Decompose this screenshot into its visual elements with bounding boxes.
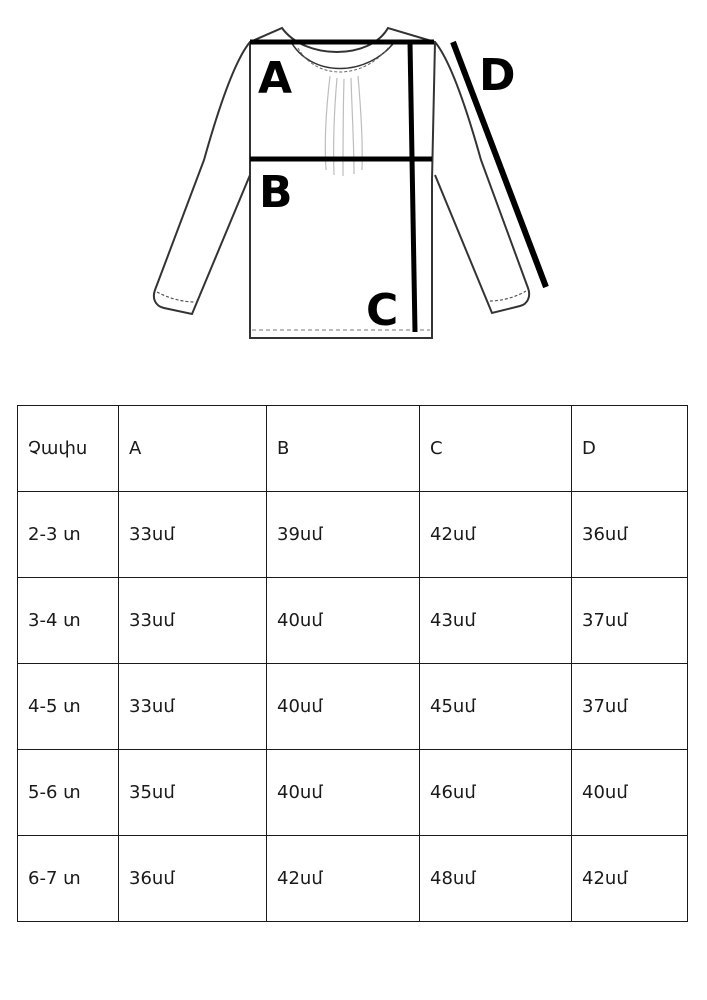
cell-b: 42սմ (267, 836, 420, 922)
cell-d: 40սմ (572, 750, 688, 836)
header-d: D (572, 406, 688, 492)
cell-b: 40սմ (267, 578, 420, 664)
label-c: C (366, 285, 399, 336)
label-a: A (258, 53, 293, 104)
garment-diagram (140, 20, 560, 350)
cell-d: 37սմ (572, 664, 688, 750)
cell-size: 3-4 տ (18, 578, 119, 664)
table-row (18, 578, 688, 664)
label-b: B (259, 167, 293, 218)
table-row (18, 750, 688, 836)
table-row (18, 836, 688, 922)
header-a: A (119, 406, 267, 492)
cell-a: 33սմ (119, 578, 267, 664)
cell-b: 40սմ (267, 664, 420, 750)
header-size: Չափս (18, 406, 119, 492)
size-chart-table (17, 405, 688, 922)
header-c: C (420, 406, 572, 492)
right-cuff (490, 291, 526, 301)
measure-line-c (410, 42, 415, 332)
cell-b: 39սմ (267, 492, 420, 578)
table-row (18, 664, 688, 750)
cell-a: 33սմ (119, 664, 267, 750)
cell-c: 45սմ (420, 664, 572, 750)
cell-size: 5-6 տ (18, 750, 119, 836)
table-row (18, 492, 688, 578)
left-sleeve-outline (154, 42, 250, 314)
cell-size: 2-3 տ (18, 492, 119, 578)
cell-d: 42սմ (572, 836, 688, 922)
header-b: B (267, 406, 420, 492)
cell-a: 35սմ (119, 750, 267, 836)
label-d: D (479, 50, 516, 101)
cell-size: 6-7 տ (18, 836, 119, 922)
left-cuff (157, 292, 195, 302)
cell-d: 36սմ (572, 492, 688, 578)
cell-a: 36սմ (119, 836, 267, 922)
cell-d: 37սմ (572, 578, 688, 664)
cell-c: 48սմ (420, 836, 572, 922)
blouse-measurement-drawing (140, 20, 560, 350)
cell-c: 46սմ (420, 750, 572, 836)
cell-c: 43սմ (420, 578, 572, 664)
cell-a: 33սմ (119, 492, 267, 578)
cell-c: 42սմ (420, 492, 572, 578)
table-header-row (18, 406, 688, 492)
cell-b: 40սմ (267, 750, 420, 836)
cell-size: 4-5 տ (18, 664, 119, 750)
